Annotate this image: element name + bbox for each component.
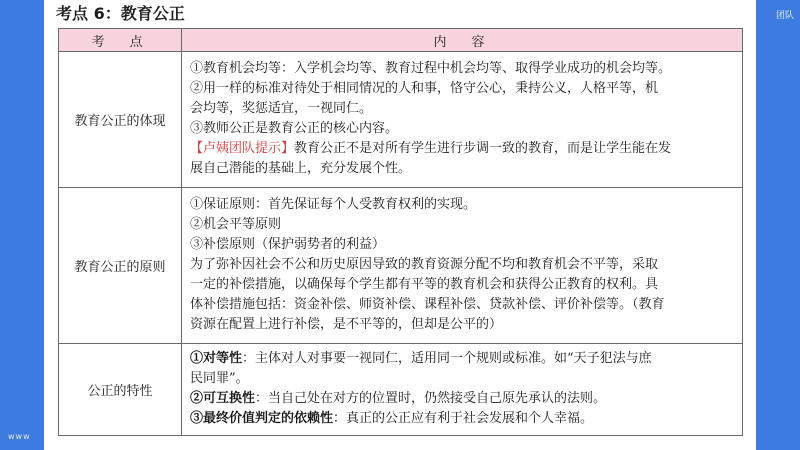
content-line: ①保证原则：首先保证每个人受教育权利的实现。: [190, 197, 477, 212]
page-title: 考点 6：教育公正: [56, 4, 185, 23]
header-topic: 考 点: [59, 29, 182, 52]
tip-line: 展自己潜能的基础上，充分发展个性。: [190, 161, 412, 176]
table-row: [59, 52, 743, 188]
feature-text: ：当自己处在对方的位置时，仍然接受自己原先承认的法则。: [255, 391, 607, 406]
content-line: 为了弥补因社会不公和历史原因导致的教育资源分配不均和教育机会不平等，采取: [190, 257, 659, 272]
feature-label: ③最终价值判定的依赖性: [190, 411, 334, 426]
row-content: [182, 52, 743, 188]
content-line: [190, 389, 736, 409]
content-line: ①教育机会均等：入学机会均等、教育过程中机会均等、取得学业成功的机会均等。: [190, 61, 672, 76]
content-line: ②用一样的标准对待处于相同情况的人和事，恪守公心，秉持公义，人格平等，机: [190, 81, 659, 96]
knowledge-table: [58, 28, 743, 436]
content-line: 民同罪”。: [190, 371, 249, 386]
table-row: [59, 344, 743, 436]
row-topic: 教育公正的体现: [59, 52, 182, 188]
table-header-row: [59, 29, 743, 52]
row-topic: 公正的特性: [59, 344, 182, 436]
feature-label: ①对等性: [190, 351, 243, 366]
table-row: [59, 188, 743, 344]
feature-text: ：真正的公正应有利于社会发展和个人幸福。: [333, 411, 594, 426]
row-topic: 教育公正的原则: [59, 188, 182, 344]
content-line: 资源在配置上进行补偿，是不平等的，但却是公平的）: [190, 317, 503, 332]
feature-label: ②可互换性: [190, 391, 256, 406]
content-line: [190, 409, 736, 429]
side-url-text: www: [8, 432, 31, 441]
feature-text: ：主体对人对事要一视同仁，适用同一个规则或标准。如“天子犯法与庶: [242, 351, 652, 366]
slide: [44, 0, 756, 450]
corner-brand-text: 团队: [775, 11, 794, 21]
row-content: [182, 188, 743, 344]
tip-label: 【卢姨团队提示】: [190, 141, 295, 156]
content-line: ③教师公正是教育公正的核心内容。: [190, 121, 399, 136]
tip-line: [190, 139, 736, 159]
tip-text: 教育公正不是对所有学生进行步调一致的教育，而是让学生能在发: [294, 141, 672, 156]
content-line: 会均等，奖惩适宜，一视同仁。: [190, 101, 373, 116]
content-line: 一定的补偿措施，以确保每个学生都有平等的教育机会和获得公正教育的权利。具: [190, 277, 659, 292]
content-line: 体补偿措施包括：资金补偿、师资补偿、课程补偿、贷款补偿、评价补偿等。（教育: [190, 297, 665, 312]
content-line: ②机会平等原则: [190, 217, 282, 232]
header-content: 内 容: [182, 29, 743, 52]
content-line: ③补偿原则（保护弱势者的利益）: [190, 237, 386, 252]
row-content: [182, 344, 743, 436]
content-line: [190, 349, 736, 369]
